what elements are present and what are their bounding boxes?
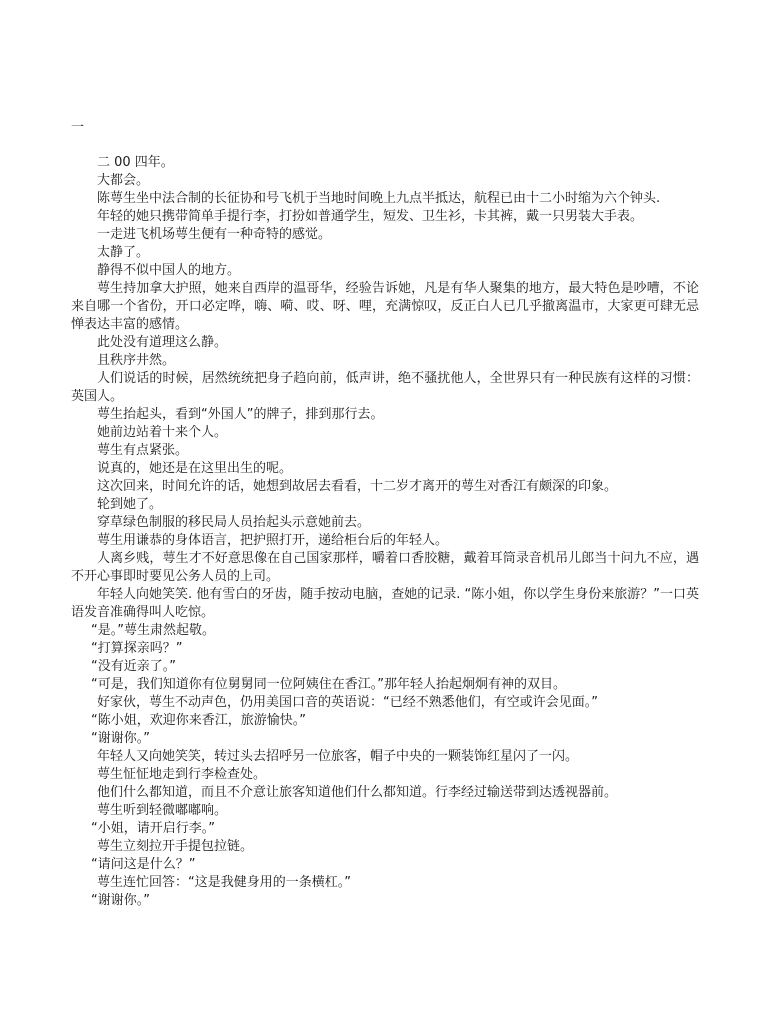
paragraph: 人离乡贱，萼生才不好意思像在自己国家那样，嚼着口香胶糖，戴着耳筒录音机吊儿郎当十问九不应，遇不开心事即时要见公务人员的上司。 xyxy=(71,551,699,584)
paragraph: “打算探亲吗？” xyxy=(91,641,183,656)
paragraph: 萼生立刻拉开手提包拉链。 xyxy=(97,839,254,854)
paragraph: “谢谢你。” xyxy=(91,893,150,908)
paragraph: 年轻的她只携带简单手提行李，打扮如普通学生，短发、卫生衫，卡其裤，戴一只男装大手表。 xyxy=(97,209,644,224)
paragraph: 年轻人向她笑笑. 他有雪白的牙齿，随手按动电脑，查她的记录. “陈小姐，你以学生身份来旅游？”一口英语发音准确得叫人吃惊。 xyxy=(71,587,699,620)
paragraph: 好家伙，萼生不动声色，仍用美国口音的英语说：“已经不熟悉他们，有空或许会见面。” xyxy=(97,695,598,710)
paragraph: 说真的，她还是在这里出生的呢。 xyxy=(97,461,293,476)
paragraph: 萼生连忙回答：“这是我健身用的一条横杠。” xyxy=(97,875,351,890)
paragraph: 一走进飞机场萼生便有一种奇特的感觉。 xyxy=(97,227,332,242)
paragraph: “谢谢你。” xyxy=(91,731,150,746)
paragraph: 萼生持加拿大护照，她来自西岸的温哥华，经验告诉她，凡是有华人聚集的地方，最大特色是吵嘈，不论来自哪一个省份，开口必定哗，嗨、嗬、哎、呀、哩，充满惊叹，反正白人已几乎撤离温市，大家更可肆无忌惮表达丰富的感情。 xyxy=(71,281,699,332)
chapter-heading: 一 xyxy=(71,120,85,135)
paragraph: 这次回来，时间允许的话，她想到故居去看看，十二岁才离开的萼生对香江有颇深的印象。 xyxy=(97,479,618,494)
paragraph: “没有近亲了。” xyxy=(91,659,176,674)
paragraph: “是。”萼生肃然起敬。 xyxy=(91,623,215,638)
paragraph: “小姐，请开启行李。” xyxy=(91,821,215,836)
paragraph: “陈小姐，欢迎你来香江，旅游愉快。” xyxy=(91,713,306,728)
paragraph: 萼生抬起头，看到“外国人”的牌子，排到那行去。 xyxy=(97,407,384,422)
paragraph: 她前边站着十来个人。 xyxy=(97,425,228,440)
paragraph: “可是，我们知道你有位舅舅同一位阿姨住在香江。”那年轻人抬起炯炯有神的双目。 xyxy=(91,677,566,692)
paragraph: 萼生怔怔地走到行李检查处。 xyxy=(97,767,267,782)
paragraph: “请问这是什么？” xyxy=(91,857,196,872)
chapter-body xyxy=(71,154,699,910)
paragraph: 且秩序井然。 xyxy=(97,353,176,368)
paragraph: 穿草绿色制服的移民局人员抬起头示意她前去。 xyxy=(97,515,371,530)
paragraph: 萼生用谦恭的身体语言，把护照打开，递给柜台后的年轻人。 xyxy=(97,533,449,548)
paragraph: 年轻人又向她笑笑，转过头去招呼另一位旅客，帽子中央的一颗装饰红星闪了一闪。 xyxy=(97,749,579,764)
paragraph: 静得不似中国人的地方。 xyxy=(97,263,241,278)
paragraph: 他们什么都知道，而且不介意让旅客知道他们什么都知道。行李经过输送带到达透视器前。 xyxy=(97,785,618,800)
paragraph: 太静了。 xyxy=(97,245,150,260)
paragraph: 萼生有点紧张。 xyxy=(97,443,189,458)
paragraph: 陈萼生坐中法合制的长征协和号飞机于当地时间晚上九点半抵达，航程已由十二小时缩为六个钟头. xyxy=(97,191,661,206)
paragraph: 大都会。 xyxy=(97,173,150,188)
paragraph: 二 00 四年。 xyxy=(97,155,174,170)
paragraph: 人们说话的时候，居然统统把身子趋向前，低声讲，绝不骚扰他人，全世界只有一种民族有这样的习惯：英国人。 xyxy=(71,371,699,404)
paragraph: 萼生听到轻微嘟嘟响。 xyxy=(97,803,228,818)
paragraph: 此处没有道理这么静。 xyxy=(97,335,228,350)
paragraph: 轮到她了。 xyxy=(97,497,163,512)
